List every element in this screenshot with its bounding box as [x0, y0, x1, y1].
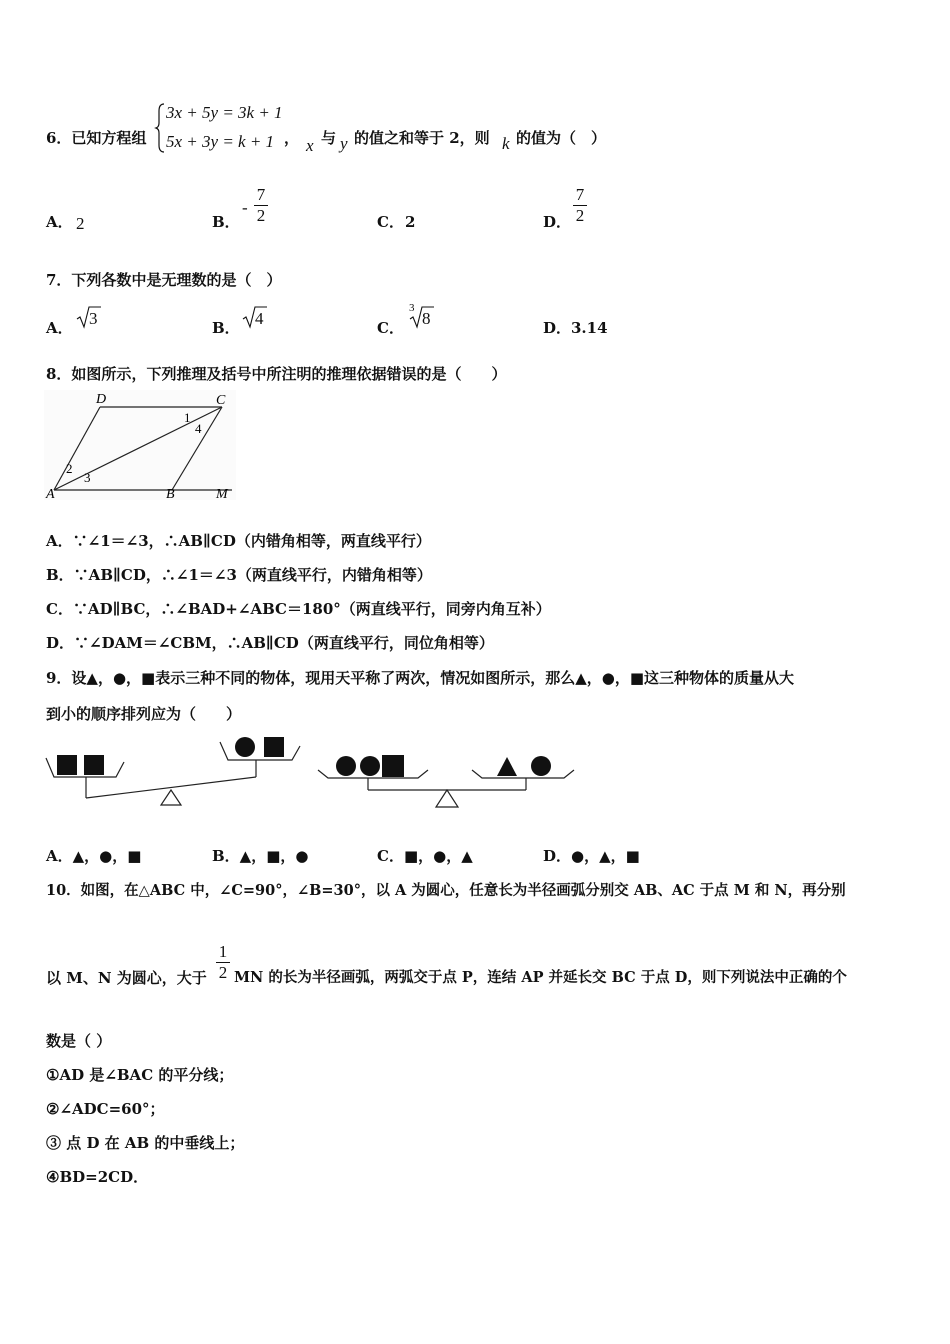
q7-option-c-radicand: 8 [422, 309, 431, 328]
q10-half-denominator: 2 [218, 963, 228, 982]
q6-option-c-label: C． [377, 213, 404, 231]
square-shape [84, 755, 104, 775]
q7-option-c-label: C． [377, 319, 404, 337]
q8-label-c: C [216, 393, 226, 408]
radical-sign [410, 306, 422, 328]
q6-option-a-label: A． [46, 213, 73, 231]
q8-label-b: B [166, 487, 175, 502]
q6-brace [156, 103, 166, 153]
q6-option-a-value: 2 [76, 214, 85, 233]
q7-stem: 7．下列各数中是无理数的是（ ） [46, 271, 282, 289]
triangle-shape [497, 757, 517, 776]
q6-stem-mid: 的值之和等于 2，则 [354, 129, 490, 147]
q6-option-d-numerator: 7 [575, 185, 585, 204]
q9-option-d: D．●，▲，■ [543, 847, 640, 865]
q6-option-b-denominator: 2 [256, 206, 266, 225]
q6-stem-prefix: 6．已知方程组 [46, 129, 147, 147]
square-shape [57, 755, 77, 775]
q6-var-k: k [502, 134, 510, 153]
q6-option-b-label: B． [212, 213, 240, 231]
q10-line1: 10．如图，在△ABC 中，∠C=90°，∠B=30°，以 A 为圆心，任意长为半径画弧分别交 AB、AC 于点 M 和 N，再分别 [46, 882, 846, 899]
q8-option-b: B．∵AB∥CD，∴∠1＝∠3（两直线平行，内错角相等） [46, 566, 432, 584]
q8-stem: 8．如图所示，下列推理及括号中所注明的推理依据错误的是（ ） [46, 365, 507, 383]
q6-option-d-denominator: 2 [575, 206, 585, 225]
q10-line2-prefix: 以 M、N 为圆心，大于 [46, 969, 207, 987]
q8-angle-3: 3 [84, 470, 91, 485]
q8-angle-4: 4 [195, 421, 202, 436]
q6-option-b-fraction [254, 186, 268, 225]
q6-equation-2: 5x + 3y = k + 1 [166, 132, 275, 151]
q9-balance-1 [44, 732, 308, 808]
q6-var-x: x [306, 136, 314, 155]
q10-line2-suffix: MN 的长为半径画弧，两弧交于点 P，连结 AP 并延长交 BC 于点 D，则下列说法中正确的个 [234, 969, 847, 986]
circle-shape [336, 756, 356, 776]
square-shape [264, 737, 284, 757]
q8-label-a: A [46, 487, 55, 502]
q9-balance-2 [316, 748, 578, 812]
q7-option-b-label: B． [212, 319, 240, 337]
q8-angle-1: 1 [184, 410, 191, 425]
q7-option-b-radicand: 4 [255, 309, 264, 328]
q9-stem-line2: 到小的顺序排列应为（ ） [46, 705, 242, 723]
q8-option-d: D．∵∠DAM＝∠CBM，∴AB∥CD（两直线平行，同位角相等） [46, 634, 494, 652]
q10-half-numerator: 1 [218, 942, 228, 961]
circle-shape [235, 737, 255, 757]
q6-separator: ， [284, 129, 300, 147]
q10-statement-3: ③ 点 D 在 AB 的中垂线上； [46, 1134, 245, 1152]
q6-and: 与 [321, 129, 337, 147]
q6-var-y: y [340, 134, 348, 153]
q10-statement-2: ②∠ADC=60°； [46, 1100, 165, 1118]
q6-option-c-value: 2 [405, 213, 416, 231]
radical-sign [77, 306, 89, 328]
q6-option-d-fraction [573, 186, 587, 225]
q6-equation-1: 3x + 5y = 3k + 1 [166, 103, 283, 122]
q6-stem-end: 的值为（ ） [516, 129, 607, 147]
q10-line3: 数是（ ） [46, 1032, 112, 1050]
q10-statement-4: ④BD=2CD． [46, 1168, 149, 1186]
circle-shape [531, 756, 551, 776]
q8-option-a: A．∵∠1＝∠3，∴AB∥CD（内错角相等，两直线平行） [46, 532, 431, 550]
square-shape [382, 755, 404, 777]
q10-statement-1: ①AD 是∠BAC 的平分线； [46, 1066, 234, 1084]
q8-label-d: D [96, 392, 107, 407]
q10-half-fraction [216, 943, 230, 982]
q8-label-m: M [216, 487, 228, 502]
q9-stem-line1: 9．设▲，●，■表示三种不同的物体，现用天平称了两次，情况如图所示，那么▲，●，■这三种物体的质量从大 [46, 669, 795, 687]
q6-option-b-numerator: 7 [256, 185, 266, 204]
q6-option-b-sign: - [242, 198, 248, 217]
q9-option-c: C．■，●，▲ [377, 847, 473, 865]
circle-shape [360, 756, 380, 776]
q7-option-d-value: 3.14 [571, 319, 608, 337]
q7-option-c-index: 3 [409, 302, 415, 314]
q8-option-c: C．∵AD∥BC，∴∠BAD+∠ABC＝180°（两直线平行，同旁内角互补） [46, 600, 551, 618]
q7-option-d-label: D． [543, 319, 572, 337]
q7-option-a-label: A． [46, 319, 73, 337]
q7-option-a-radicand: 3 [89, 309, 98, 328]
q6-option-d-label: D． [543, 213, 572, 231]
q8-parallelogram-figure [44, 390, 240, 502]
q9-option-b: B．▲，■，● [212, 847, 309, 865]
radical-sign [243, 306, 255, 328]
q8-angle-2: 2 [66, 461, 73, 476]
q9-option-a: A．▲，●，■ [46, 847, 142, 865]
